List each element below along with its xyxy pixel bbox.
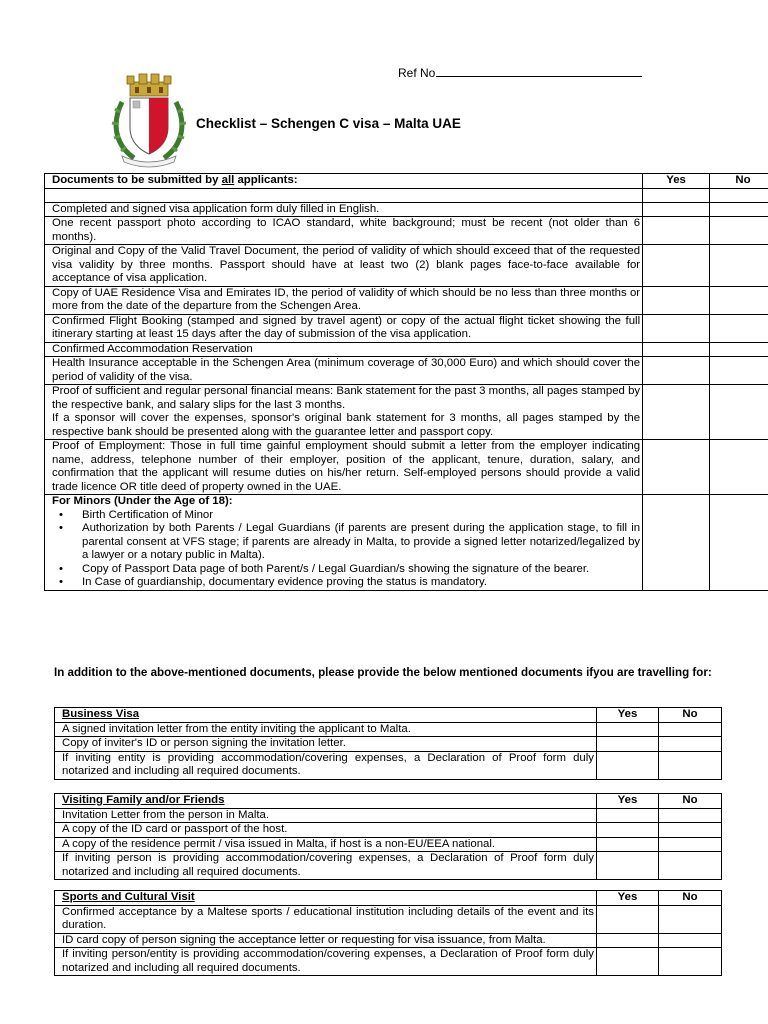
yes-checkbox-cell[interactable] (643, 245, 710, 287)
table-header-row (45, 174, 768, 189)
table-row-minors (45, 495, 768, 591)
list-item: • Authorization by both Parents / Legal Guardians (if parents are present during the application stage, to fill in parental consent at VFS stage; if parents are already in Malta, to provide a signed letter notarized/legalized by a lawyer or a notary public in Malta). (82, 522, 640, 563)
yes-checkbox-cell[interactable] (597, 823, 659, 838)
no-checkbox-cell[interactable] (710, 188, 768, 202)
table-row (45, 314, 768, 342)
no-checkbox-cell[interactable] (710, 217, 768, 245)
yes-checkbox-cell[interactable] (597, 948, 659, 976)
table-row (55, 905, 722, 933)
document-item: Invitation Letter from the person in Malta. (55, 808, 597, 823)
table-row (45, 245, 768, 287)
yes-checkbox-cell[interactable] (597, 852, 659, 880)
no-checkbox-cell[interactable] (710, 245, 768, 287)
ref-number-field (398, 64, 642, 80)
no-checkbox-cell[interactable] (710, 202, 768, 217)
yes-checkbox-cell[interactable] (643, 495, 710, 591)
table-row-empty (45, 188, 768, 202)
sports-cultural-header: Sports and Cultural Visit (55, 891, 597, 906)
table-row-financial (45, 385, 768, 440)
no-checkbox-cell[interactable] (659, 823, 722, 838)
yes-checkbox-cell[interactable] (597, 905, 659, 933)
no-checkbox-cell[interactable] (710, 495, 768, 591)
no-checkbox-cell[interactable] (659, 905, 722, 933)
table-header-row (55, 891, 722, 906)
table-header-row (55, 794, 722, 809)
document-item: Copy of UAE Residence Visa and Emirates ID, the period of validity of which should be no less than three months or more from the date of the departure from the Schengen Area. (45, 286, 643, 314)
sports-cultural-table (54, 890, 722, 976)
document-item: Copy of inviter's ID or person signing the invitation letter. (55, 737, 597, 752)
business-visa-table (54, 707, 722, 780)
no-checkbox-cell[interactable] (659, 837, 722, 852)
yes-checkbox-cell[interactable] (597, 751, 659, 779)
no-checkbox-cell[interactable] (659, 933, 722, 948)
yes-checkbox-cell[interactable] (643, 357, 710, 385)
documents-column-header: Documents to be submitted by all applicants: (45, 174, 643, 189)
table-row (55, 948, 722, 976)
document-item: A copy of the ID card or passport of the host. (55, 823, 597, 838)
minors-list (52, 509, 640, 590)
yes-checkbox-cell[interactable] (643, 217, 710, 245)
table-row (55, 808, 722, 823)
table-row (55, 751, 722, 779)
table-row (45, 202, 768, 217)
no-checkbox-cell[interactable] (659, 751, 722, 779)
list-item: • In Case of guardianship, documentary evidence proving the status is mandatory. (82, 576, 640, 590)
additional-documents-intro: In addition to the above-mentioned documents, please provide the below mentioned documents ifyou are travelling for: (54, 666, 712, 679)
financial-means-item (45, 385, 643, 440)
yes-checkbox-cell[interactable] (597, 737, 659, 752)
document-item: If inviting person/entity is providing accommodation/covering expenses, a Declaration of Proof form duly notarized and including all required documents. (55, 948, 597, 976)
document-item: If inviting entity is providing accommodation/covering expenses, a Declaration of Proof form duly notarized and including all required documents. (55, 751, 597, 779)
no-column-header: No (659, 708, 722, 723)
no-checkbox-cell[interactable] (659, 722, 722, 737)
no-checkbox-cell[interactable] (710, 440, 768, 495)
document-item: Health Insurance acceptable in the Schengen Area (minimum coverage of 30,000 Euro) and which should cover the period of validity of the visa. (45, 357, 643, 385)
minors-item (45, 495, 643, 591)
document-item: A copy of the residence permit / visa issued in Malta, if host is a non-EU/EEA national. (55, 837, 597, 852)
table-row (55, 737, 722, 752)
table-row (45, 440, 768, 495)
table-row (45, 286, 768, 314)
yes-checkbox-cell[interactable] (643, 286, 710, 314)
no-checkbox-cell[interactable] (710, 342, 768, 357)
yes-checkbox-cell[interactable] (597, 837, 659, 852)
table-row (45, 357, 768, 385)
yes-checkbox-cell[interactable] (597, 933, 659, 948)
document-item: Original and Copy of the Valid Travel Document, the period of validity of which should exceed that of the requested visa validity by three months. Passport should have at least two (2) blank pages face-to-face available for acceptance of visa application. (45, 245, 643, 287)
yes-checkbox-cell[interactable] (597, 808, 659, 823)
visiting-family-table (54, 793, 722, 880)
minors-title: For Minors (Under the Age of 18): (52, 495, 233, 507)
no-checkbox-cell[interactable] (710, 314, 768, 342)
yes-checkbox-cell[interactable] (643, 314, 710, 342)
yes-checkbox-cell[interactable] (643, 385, 710, 440)
document-item: Confirmed acceptance by a Maltese sports / educational institution including details of the event and its duration. (55, 905, 597, 933)
list-item: • Copy of Passport Data page of both Parent/s / Legal Guardian/s showing the signature of the bearer. (82, 563, 640, 577)
ref-label: Ref No (398, 66, 436, 80)
no-checkbox-cell[interactable] (710, 286, 768, 314)
no-checkbox-cell[interactable] (659, 737, 722, 752)
yes-column-header: Yes (597, 708, 659, 723)
yes-checkbox-cell[interactable] (643, 202, 710, 217)
document-item: ID card copy of person signing the acceptance letter or requesting for visa issuance, from Malta. (55, 933, 597, 948)
no-column-header: No (710, 174, 768, 189)
no-checkbox-cell[interactable] (710, 357, 768, 385)
yes-column-header: Yes (597, 794, 659, 809)
table-row (45, 342, 768, 357)
yes-checkbox-cell[interactable] (643, 188, 710, 202)
no-column-header: No (659, 794, 722, 809)
table-row (55, 722, 722, 737)
ref-blank-line (436, 64, 642, 77)
employment-item: Proof of Employment: Those in full time gainful employment should submit a letter from the employer indicating name, address, telephone number of their employer, position of the applicant, tenure, duration, salary, and confirmation that the applicant will resume duties on his/her return. Self-employed persons should provide a valid trade licence OR title deed of property owned in the UAE. (45, 440, 643, 495)
financial-means-text: Proof of sufficient and regular personal financial means: Bank statement for the past 3 months, all pages stamped by the respective bank, and salary slips for the last 3 months. (52, 385, 641, 411)
table-row (45, 217, 768, 245)
document-item: One recent passport photo according to ICAO standard, white background; must be recent (not older than 6 months). (45, 217, 643, 245)
document-item: Completed and signed visa application form duly filled in English. (45, 202, 643, 217)
document-item: Confirmed Accommodation Reservation (45, 342, 643, 357)
table-header-row (55, 708, 722, 723)
page-title: Checklist – Schengen C visa – Malta UAE (196, 116, 461, 131)
yes-checkbox-cell[interactable] (597, 722, 659, 737)
yes-checkbox-cell[interactable] (643, 440, 710, 495)
business-visa-header: Business Visa (55, 708, 597, 723)
no-checkbox-cell[interactable] (659, 948, 722, 976)
list-item: • Birth Certification of Minor (82, 509, 640, 523)
no-column-header: No (659, 891, 722, 906)
no-checkbox-cell[interactable] (659, 852, 722, 880)
main-checklist-table (44, 173, 768, 591)
document-item: Confirmed Flight Booking (stamped and signed by travel agent) or copy of the actual flight ticket showing the full itinerary starting at least 15 days after the day of submission of the visa application. (45, 314, 643, 342)
malta-coat-of-arms-icon (108, 72, 190, 168)
table-row (55, 823, 722, 838)
table-row (55, 852, 722, 880)
no-checkbox-cell[interactable] (710, 385, 768, 440)
visiting-family-header: Visiting Family and/or Friends (55, 794, 597, 809)
sponsor-text: If a sponsor will cover the expenses, sponsor's original bank statement for 3 months, all pages stamped by the respective bank should be presented along with the guarantee letter and passport copy. (52, 412, 641, 438)
table-row (55, 933, 722, 948)
yes-column-header: Yes (597, 891, 659, 906)
table-row (55, 837, 722, 852)
yes-checkbox-cell[interactable] (643, 342, 710, 357)
document-item: If inviting person is providing accommodation/covering expenses, a Declaration of Proof form duly notarized and including all required documents. (55, 852, 597, 880)
yes-column-header: Yes (643, 174, 710, 189)
no-checkbox-cell[interactable] (659, 808, 722, 823)
document-item: A signed invitation letter from the entity inviting the applicant to Malta. (55, 722, 597, 737)
